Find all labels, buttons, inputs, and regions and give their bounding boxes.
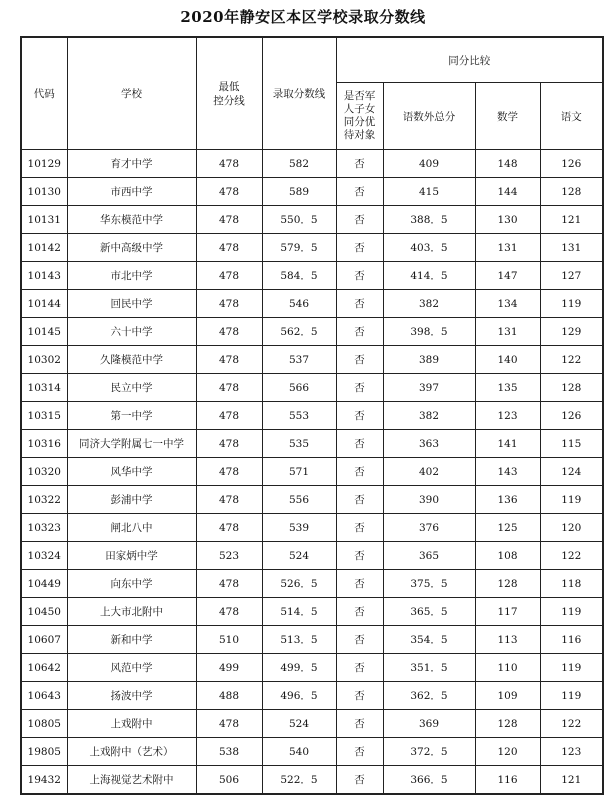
- cell-total: 376: [383, 514, 475, 542]
- cell-military: 否: [336, 430, 383, 458]
- cell-chinese: 119: [540, 290, 603, 318]
- cell-military: 否: [336, 570, 383, 598]
- table-row: [21, 318, 603, 346]
- header-admit-score: 录取分数线: [262, 37, 336, 150]
- cell-military: 否: [336, 514, 383, 542]
- cell-code: 10143: [21, 262, 67, 290]
- cell-min: 478: [196, 178, 262, 206]
- cell-admit: 546: [262, 290, 336, 318]
- table-row: [21, 262, 603, 290]
- cell-math: 123: [475, 402, 540, 430]
- cell-total: 397: [383, 374, 475, 402]
- cell-school: 新和中学: [67, 626, 196, 654]
- cell-math: 144: [475, 178, 540, 206]
- cell-code: 10130: [21, 178, 67, 206]
- table-row: [21, 514, 603, 542]
- cell-school: 向东中学: [67, 570, 196, 598]
- table-row: [21, 150, 603, 178]
- cell-code: 10131: [21, 206, 67, 234]
- cell-min: 478: [196, 486, 262, 514]
- cell-code: 10320: [21, 458, 67, 486]
- cell-code: 10142: [21, 234, 67, 262]
- cell-admit: 535: [262, 430, 336, 458]
- cell-math: 134: [475, 290, 540, 318]
- table-row: [21, 598, 603, 626]
- cell-school: 上戏附中（艺术）: [67, 738, 196, 766]
- cell-admit: 514．5: [262, 598, 336, 626]
- cell-admit: 589: [262, 178, 336, 206]
- table-row: [21, 626, 603, 654]
- cell-code: 10324: [21, 542, 67, 570]
- header-code: 代码: [21, 37, 67, 150]
- cell-math: 140: [475, 346, 540, 374]
- header-total-score: 语数外总分: [383, 83, 475, 150]
- cell-admit: 579．5: [262, 234, 336, 262]
- cell-military: 否: [336, 402, 383, 430]
- cell-math: 135: [475, 374, 540, 402]
- cell-military: 否: [336, 150, 383, 178]
- cell-min: 510: [196, 626, 262, 654]
- cell-math: 116: [475, 766, 540, 795]
- cell-chinese: 123: [540, 738, 603, 766]
- cell-code: 19805: [21, 738, 67, 766]
- cell-school: 育才中学: [67, 150, 196, 178]
- cell-school: 扬波中学: [67, 682, 196, 710]
- table-row: [21, 178, 603, 206]
- cell-total: 388．5: [383, 206, 475, 234]
- table-row: [21, 682, 603, 710]
- cell-admit: 496．5: [262, 682, 336, 710]
- cell-school: 市西中学: [67, 178, 196, 206]
- cell-total: 351．5: [383, 654, 475, 682]
- cell-total: 403．5: [383, 234, 475, 262]
- cell-total: 382: [383, 290, 475, 318]
- cell-school: 田家炳中学: [67, 542, 196, 570]
- cell-code: 10643: [21, 682, 67, 710]
- cell-total: 415: [383, 178, 475, 206]
- cell-code: 10642: [21, 654, 67, 682]
- cell-school: 六十中学: [67, 318, 196, 346]
- cell-min: 523: [196, 542, 262, 570]
- cell-min: 478: [196, 206, 262, 234]
- cell-math: 128: [475, 710, 540, 738]
- table-row: [21, 458, 603, 486]
- cell-total: 363: [383, 430, 475, 458]
- cell-chinese: 115: [540, 430, 603, 458]
- cell-code: 19432: [21, 766, 67, 795]
- cell-military: 否: [336, 290, 383, 318]
- cell-admit: 522．5: [262, 766, 336, 795]
- cell-code: 10450: [21, 598, 67, 626]
- header-military-line: 是否军: [343, 90, 376, 102]
- cell-military: 否: [336, 542, 383, 570]
- cell-code: 10449: [21, 570, 67, 598]
- table-row: [21, 542, 603, 570]
- cell-min: 478: [196, 346, 262, 374]
- cell-code: 10314: [21, 374, 67, 402]
- cell-school: 风华中学: [67, 458, 196, 486]
- cell-school: 同济大学附属七一中学: [67, 430, 196, 458]
- table-row: [21, 206, 603, 234]
- cell-total: 390: [383, 486, 475, 514]
- cell-math: 109: [475, 682, 540, 710]
- cell-chinese: 126: [540, 150, 603, 178]
- cell-min: 478: [196, 430, 262, 458]
- cell-math: 120: [475, 738, 540, 766]
- cell-chinese: 127: [540, 262, 603, 290]
- cell-admit: 582: [262, 150, 336, 178]
- cell-admit: 539: [262, 514, 336, 542]
- cell-admit: 550．5: [262, 206, 336, 234]
- cell-chinese: 131: [540, 234, 603, 262]
- cell-min: 478: [196, 262, 262, 290]
- cell-chinese: 128: [540, 374, 603, 402]
- cell-min: 478: [196, 290, 262, 318]
- cell-min: 478: [196, 374, 262, 402]
- cell-math: 130: [475, 206, 540, 234]
- header-min-score: [196, 37, 262, 150]
- cell-military: 否: [336, 738, 383, 766]
- header-tie-compare: 同分比较: [336, 37, 603, 83]
- cell-min: 478: [196, 598, 262, 626]
- table-row: [21, 738, 603, 766]
- cell-total: 398．5: [383, 318, 475, 346]
- cell-total: 414．5: [383, 262, 475, 290]
- cell-code: 10129: [21, 150, 67, 178]
- cell-military: 否: [336, 766, 383, 795]
- cell-military: 否: [336, 682, 383, 710]
- cell-school: 华东模范中学: [67, 206, 196, 234]
- cell-military: 否: [336, 654, 383, 682]
- cell-min: 478: [196, 458, 262, 486]
- cell-min: 499: [196, 654, 262, 682]
- cell-code: 10316: [21, 430, 67, 458]
- cell-total: 362．5: [383, 682, 475, 710]
- cell-min: 478: [196, 570, 262, 598]
- cell-math: 147: [475, 262, 540, 290]
- cell-admit: 524: [262, 542, 336, 570]
- cell-admit: 540: [262, 738, 336, 766]
- cell-school: 上戏附中: [67, 710, 196, 738]
- cell-total: 365．5: [383, 598, 475, 626]
- cell-chinese: 121: [540, 206, 603, 234]
- cell-chinese: 128: [540, 178, 603, 206]
- cell-military: 否: [336, 178, 383, 206]
- cell-chinese: 119: [540, 654, 603, 682]
- cell-math: 131: [475, 318, 540, 346]
- cell-military: 否: [336, 486, 383, 514]
- cell-code: 10323: [21, 514, 67, 542]
- cell-total: 365: [383, 542, 475, 570]
- cell-chinese: 122: [540, 542, 603, 570]
- cell-school: 第一中学: [67, 402, 196, 430]
- table-row: [21, 654, 603, 682]
- cell-total: 372．5: [383, 738, 475, 766]
- table-row: [21, 374, 603, 402]
- cell-code: 10322: [21, 486, 67, 514]
- cell-min: 538: [196, 738, 262, 766]
- cell-chinese: 124: [540, 458, 603, 486]
- table-row: [21, 430, 603, 458]
- cell-chinese: 126: [540, 402, 603, 430]
- cell-school: 新中高级中学: [67, 234, 196, 262]
- cell-military: 否: [336, 346, 383, 374]
- cell-min: 478: [196, 514, 262, 542]
- table-row: [21, 710, 603, 738]
- cell-total: 389: [383, 346, 475, 374]
- cell-military: 否: [336, 710, 383, 738]
- cell-code: 10315: [21, 402, 67, 430]
- table-row: [21, 346, 603, 374]
- cell-math: 128: [475, 570, 540, 598]
- header-military-line: 同分优: [343, 116, 376, 128]
- page-title: 2020年静安区本区学校录取分数线: [180, 8, 426, 26]
- cell-military: 否: [336, 234, 383, 262]
- cell-admit: 562．5: [262, 318, 336, 346]
- cell-chinese: 121: [540, 766, 603, 795]
- cell-military: 否: [336, 626, 383, 654]
- header-school: 学校: [67, 37, 196, 150]
- cell-admit: 526．5: [262, 570, 336, 598]
- cell-military: 否: [336, 598, 383, 626]
- table-row: [21, 570, 603, 598]
- cell-admit: 584．5: [262, 262, 336, 290]
- cell-math: 125: [475, 514, 540, 542]
- header-min-score-line1: 最低: [218, 80, 240, 93]
- header-military-line: 待对象: [343, 129, 376, 141]
- cell-math: 131: [475, 234, 540, 262]
- cell-admit: 556: [262, 486, 336, 514]
- cell-chinese: 120: [540, 514, 603, 542]
- cell-school: 上大市北附中: [67, 598, 196, 626]
- cell-school: 民立中学: [67, 374, 196, 402]
- cell-chinese: 122: [540, 710, 603, 738]
- cell-military: 否: [336, 206, 383, 234]
- cell-min: 478: [196, 234, 262, 262]
- cell-min: 488: [196, 682, 262, 710]
- cell-code: 10607: [21, 626, 67, 654]
- cell-admit: 524: [262, 710, 336, 738]
- cell-math: 148: [475, 150, 540, 178]
- header-min-score-line2: 控分线: [213, 94, 245, 107]
- table-row: [21, 402, 603, 430]
- cell-military: 否: [336, 374, 383, 402]
- cell-school: 风范中学: [67, 654, 196, 682]
- cell-admit: 537: [262, 346, 336, 374]
- cell-total: 366．5: [383, 766, 475, 795]
- cell-code: 10302: [21, 346, 67, 374]
- table-row: [21, 766, 603, 795]
- cell-math: 136: [475, 486, 540, 514]
- cell-chinese: 118: [540, 570, 603, 598]
- cell-total: 409: [383, 150, 475, 178]
- cell-chinese: 119: [540, 486, 603, 514]
- cell-math: 141: [475, 430, 540, 458]
- cell-school: 闸北八中: [67, 514, 196, 542]
- cell-min: 478: [196, 318, 262, 346]
- cell-min: 478: [196, 150, 262, 178]
- cell-chinese: 119: [540, 598, 603, 626]
- cell-min: 478: [196, 710, 262, 738]
- cell-total: 375．5: [383, 570, 475, 598]
- cell-admit: 566: [262, 374, 336, 402]
- table-row: [21, 234, 603, 262]
- cell-school: 彭浦中学: [67, 486, 196, 514]
- table-body: [21, 150, 603, 795]
- cell-code: 10144: [21, 290, 67, 318]
- cell-total: 382: [383, 402, 475, 430]
- cell-admit: 553: [262, 402, 336, 430]
- table-row: [21, 486, 603, 514]
- cell-math: 108: [475, 542, 540, 570]
- cell-school: 回民中学: [67, 290, 196, 318]
- table-row: [21, 290, 603, 318]
- cell-military: 否: [336, 262, 383, 290]
- cell-school: 上海视觉艺术附中: [67, 766, 196, 795]
- cell-total: 369: [383, 710, 475, 738]
- cell-code: 10145: [21, 318, 67, 346]
- cell-total: 402: [383, 458, 475, 486]
- cell-math: 143: [475, 458, 540, 486]
- cell-min: 506: [196, 766, 262, 795]
- header-military: [336, 83, 383, 150]
- header-military-line: 人子女: [343, 103, 376, 115]
- cell-chinese: 122: [540, 346, 603, 374]
- cell-chinese: 116: [540, 626, 603, 654]
- header-math: 数学: [475, 83, 540, 150]
- admission-score-table: [20, 36, 604, 795]
- cell-military: 否: [336, 318, 383, 346]
- cell-math: 113: [475, 626, 540, 654]
- cell-school: 市北中学: [67, 262, 196, 290]
- cell-admit: 513．5: [262, 626, 336, 654]
- cell-code: 10805: [21, 710, 67, 738]
- cell-math: 110: [475, 654, 540, 682]
- cell-min: 478: [196, 402, 262, 430]
- cell-math: 117: [475, 598, 540, 626]
- cell-admit: 571: [262, 458, 336, 486]
- cell-military: 否: [336, 458, 383, 486]
- cell-school: 久隆模范中学: [67, 346, 196, 374]
- cell-admit: 499．5: [262, 654, 336, 682]
- header-chinese: 语文: [540, 83, 603, 150]
- cell-chinese: 129: [540, 318, 603, 346]
- cell-chinese: 119: [540, 682, 603, 710]
- cell-total: 354．5: [383, 626, 475, 654]
